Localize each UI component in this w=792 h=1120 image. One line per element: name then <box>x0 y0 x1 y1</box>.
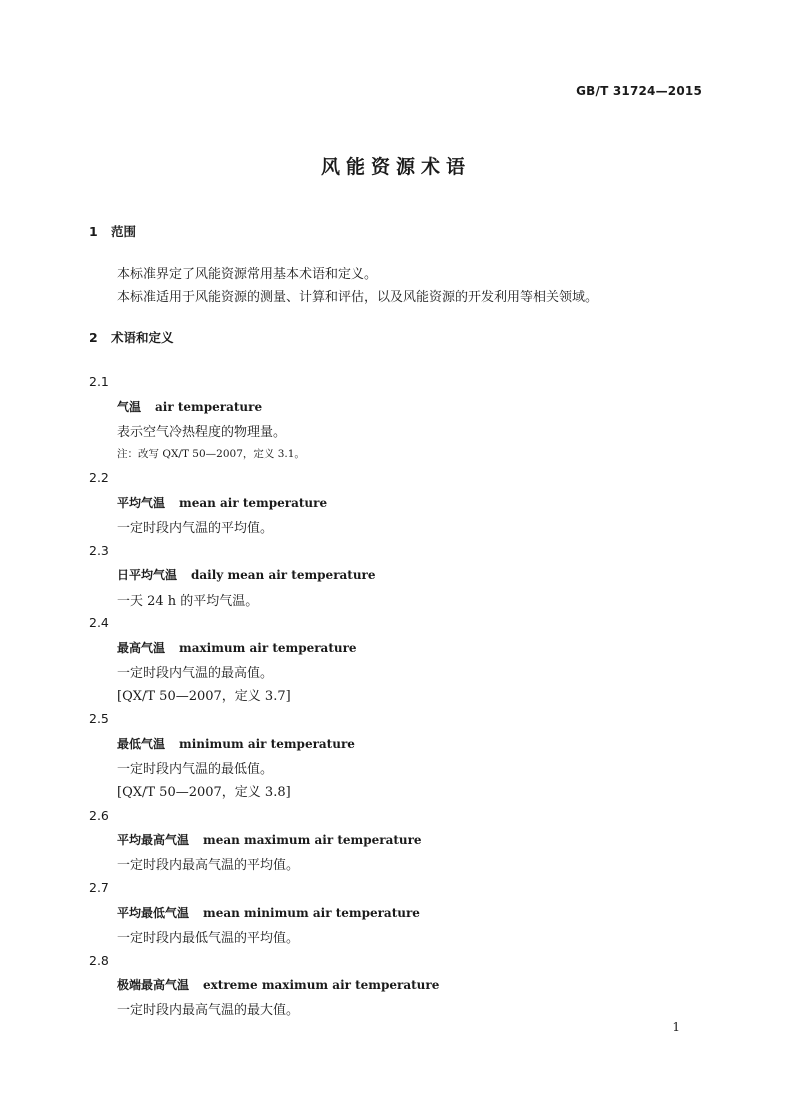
section-1-heading <box>89 222 136 240</box>
section-2-heading <box>89 328 174 346</box>
term-number: 2.4 <box>89 615 109 630</box>
term-chinese: 平均气温 <box>117 496 166 510</box>
term-definition: 一天 24 h 的平均气温。 <box>117 594 259 609</box>
term-chinese: 气温 <box>117 400 142 414</box>
term-chinese: 平均最低气温 <box>117 906 190 920</box>
term-definition: 一定时段内气温的最高值。 <box>117 666 274 681</box>
term-entry <box>117 904 420 921</box>
term-number: 2.6 <box>89 808 109 823</box>
term-chinese: 平均最高气温 <box>117 833 190 847</box>
page-number: 1 <box>672 1020 680 1034</box>
term-source: [QX/T 50—2007，定义 3.8] <box>117 785 291 800</box>
term-chinese: 极端最高气温 <box>117 978 190 992</box>
term-number: 2.3 <box>89 543 109 558</box>
term-definition: 一定时段内最高气温的最大值。 <box>117 1003 300 1018</box>
term-english: maximum air temperature <box>179 641 357 655</box>
section-number: 1 <box>89 224 98 239</box>
term-english: daily mean air temperature <box>191 568 376 582</box>
term-definition: 一定时段内最高气温的平均值。 <box>117 858 300 873</box>
term-source: [QX/T 50—2007，定义 3.7] <box>117 689 291 704</box>
term-definition: 一定时段内最低气温的平均值。 <box>117 931 300 946</box>
document-title: 风能资源术语 <box>320 156 471 178</box>
term-definition: 一定时段内气温的平均值。 <box>117 521 274 536</box>
term-definition: 一定时段内气温的最低值。 <box>117 762 274 777</box>
term-note: 注：改写 QX/T 50—2007，定义 3.1。 <box>117 448 305 460</box>
term-entry <box>117 831 422 848</box>
section-number: 2 <box>89 330 98 345</box>
term-chinese: 最低气温 <box>117 737 166 751</box>
term-definition: 表示空气冷热程度的物理量。 <box>117 425 287 440</box>
term-english: mean maximum air temperature <box>203 833 422 847</box>
term-english: mean air temperature <box>179 496 328 510</box>
term-english: minimum air temperature <box>179 737 355 751</box>
term-number: 2.1 <box>89 374 109 389</box>
scope-paragraph-2: 本标准适用于风能资源的测量、计算和评估，以及风能资源的开发利用等相关领域。 <box>117 290 599 305</box>
term-entry <box>117 735 355 752</box>
term-english: mean minimum air temperature <box>203 906 420 920</box>
term-entry <box>117 398 262 415</box>
term-entry <box>117 976 439 993</box>
term-number: 2.2 <box>89 470 109 485</box>
term-entry <box>117 639 357 656</box>
term-number: 2.5 <box>89 711 109 726</box>
section-title: 术语和定义 <box>111 330 174 345</box>
term-chinese: 最高气温 <box>117 641 166 655</box>
term-number: 2.8 <box>89 953 109 968</box>
scope-paragraph-1: 本标准界定了风能资源常用基本术语和定义。 <box>117 267 378 282</box>
term-english: air temperature <box>155 400 263 414</box>
term-chinese: 日平均气温 <box>117 568 178 582</box>
section-title: 范围 <box>111 224 137 239</box>
term-english: extreme maximum air temperature <box>203 978 440 992</box>
standard-code: GB/T 31724—2015 <box>576 84 702 98</box>
term-entry <box>117 566 376 583</box>
term-number: 2.7 <box>89 880 109 895</box>
term-entry <box>117 494 327 511</box>
